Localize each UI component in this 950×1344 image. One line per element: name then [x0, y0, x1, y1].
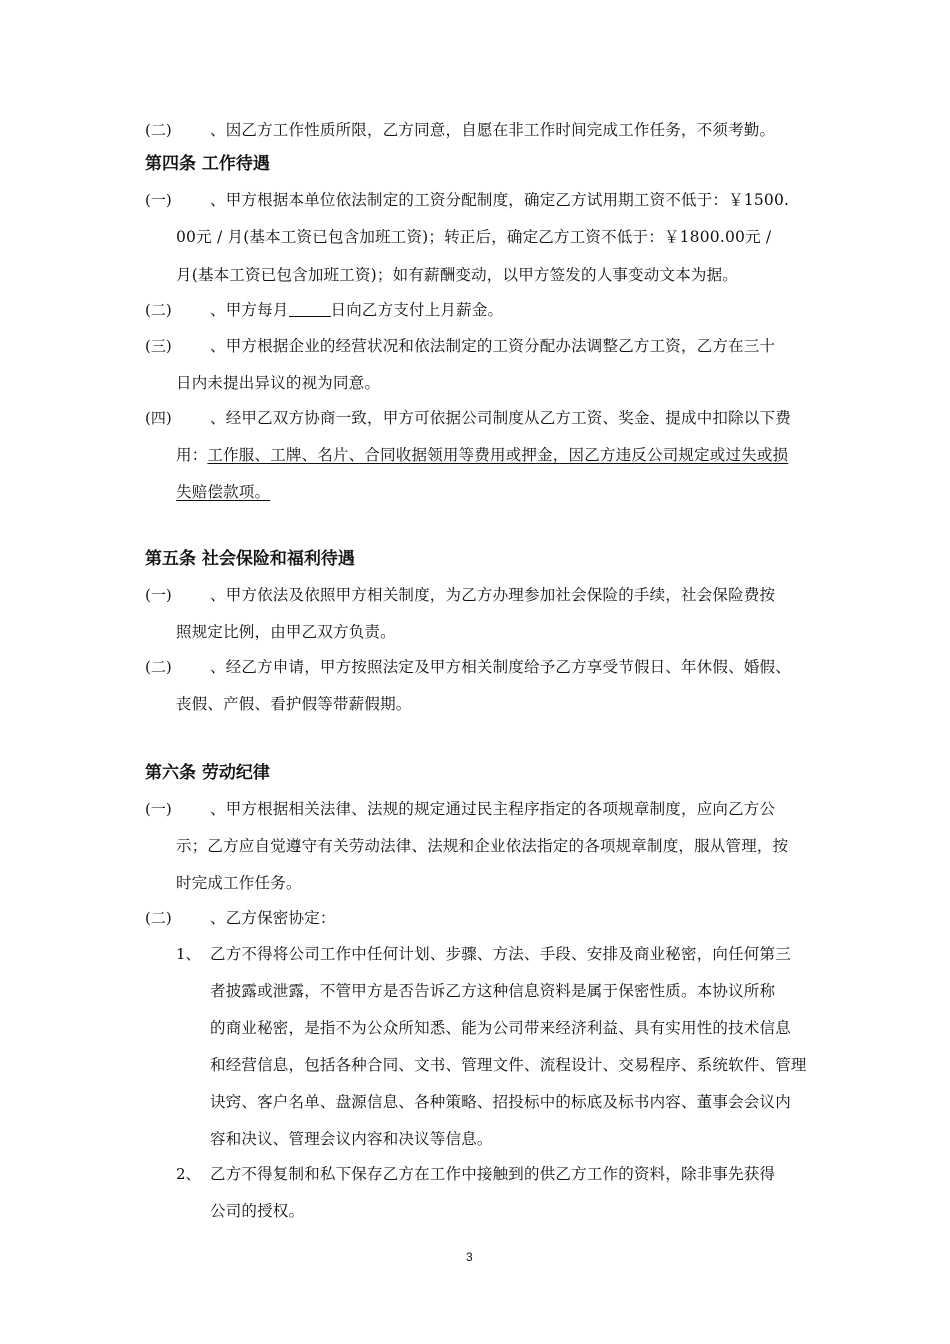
article-6-heading: 第六条 劳动纪律 — [145, 763, 270, 783]
paragraph-line: 00元 / 月(基本工资已包含加班工资)；转正后，确定乙方工资不低于：￥1800.00元 / — [176, 228, 772, 246]
paragraph-line: 、经乙方申请，甲方按照法定及甲方相关制度给予乙方享受节假日、年休假、婚假、 — [210, 658, 791, 676]
item-number: (一) — [145, 191, 172, 209]
paragraph-line: 乙方不得复制和私下保存乙方在工作中接触到的供乙方工作的资料，除非事先获得 — [210, 1165, 776, 1183]
item-number: (三) — [145, 337, 172, 355]
paragraph-line: 月(基本工资已包含加班工资)；如有薪酬变动，以甲方签发的人事变动文本为据。 — [176, 266, 738, 284]
paragraph-line: 、乙方保密协定： — [210, 909, 336, 927]
item-number: (二) — [145, 909, 172, 927]
paragraph-line: 、甲方依法及依照甲方相关制度，为乙方办理参加社会保险的手续，社会保险费按 — [210, 586, 776, 604]
underlined-text: 失赔偿款项。 — [176, 483, 271, 501]
item-number: (四) — [145, 409, 172, 427]
page-number: 3 — [466, 1250, 473, 1264]
paragraph-line: 、甲方根据企业的经营状况和依法制定的工资分配办法调整乙方工资，乙方在三十 — [210, 337, 776, 355]
paragraph-line: 和经营信息，包括各种合同、文书、管理文件、流程设计、交易程序、系统软件、管理 — [210, 1056, 807, 1074]
item-number: (一) — [145, 586, 172, 604]
blank-field — [289, 300, 331, 317]
line-prefix: 用： — [176, 446, 208, 464]
paragraph-line — [210, 300, 503, 320]
text-after-blank: 日向乙方支付上月薪金。 — [330, 301, 504, 319]
article-4-heading: 第四条 工作待遇 — [145, 154, 270, 174]
item-number: (二) — [145, 121, 172, 139]
paragraph-line: 、甲方根据本单位依法制定的工资分配制度，确定乙方试用期工资不低于：￥1500. — [210, 191, 790, 209]
paragraph-line: 丧假、产假、看护假等带薪假期。 — [176, 695, 412, 713]
paragraph-line: 、甲方根据相关法律、法规的规定通过民主程序指定的各项规章制度，应向乙方公 — [210, 800, 776, 818]
item-number: (二) — [145, 658, 172, 676]
paragraph-line: 时完成工作任务。 — [176, 874, 302, 892]
paragraph-line: 的商业秘密，是指不为公众所知悉、能为公司带来经济利益、具有实用性的技术信息 — [210, 1019, 791, 1037]
article-5-heading: 第五条 社会保险和福利待遇 — [145, 549, 355, 569]
paragraph-line — [176, 445, 788, 465]
text-before-blank: 、甲方每月 — [210, 301, 289, 319]
underlined-text: 工作服、工牌、名片、合同收据领用等费用或押金，因乙方违反公司规定或过失或损 — [207, 446, 789, 464]
subitem-number: 1、 — [176, 945, 201, 963]
item-number: (一) — [145, 800, 172, 818]
paragraph-line: 、经甲乙双方协商一致，甲方可依据公司制度从乙方工资、奖金、提成中扣除以下费 — [210, 409, 791, 427]
paragraph-line: 、因乙方工作性质所限，乙方同意，自愿在非工作时间完成工作任务，不须考勤。 — [210, 121, 776, 139]
paragraph-line: 容和决议、管理会议内容和决议等信息。 — [210, 1130, 493, 1148]
paragraph-line: 日内未提出异议的视为同意。 — [176, 374, 381, 392]
paragraph-line: 诀窍、客户名单、盘源信息、各种策略、招投标中的标底及标书内容、董事会会议内 — [210, 1093, 791, 1111]
item-number: (二) — [145, 301, 172, 319]
paragraph-line: 示；乙方应自觉遵守有关劳动法律、法规和企业依法指定的各项规章制度，服从管理，按 — [176, 837, 789, 855]
subitem-number: 2、 — [176, 1165, 201, 1183]
paragraph-line: 者披露或泄露，不管甲方是否告诉乙方这种信息资料是属于保密性质。本协议所称 — [210, 982, 776, 1000]
paragraph-line: 公司的授权。 — [210, 1202, 305, 1220]
paragraph-line: 照规定比例，由甲乙双方负责。 — [176, 623, 396, 641]
paragraph-line: 乙方不得将公司工作中任何计划、步骤、方法、手段、安排及商业秘密，向任何第三 — [210, 945, 791, 963]
